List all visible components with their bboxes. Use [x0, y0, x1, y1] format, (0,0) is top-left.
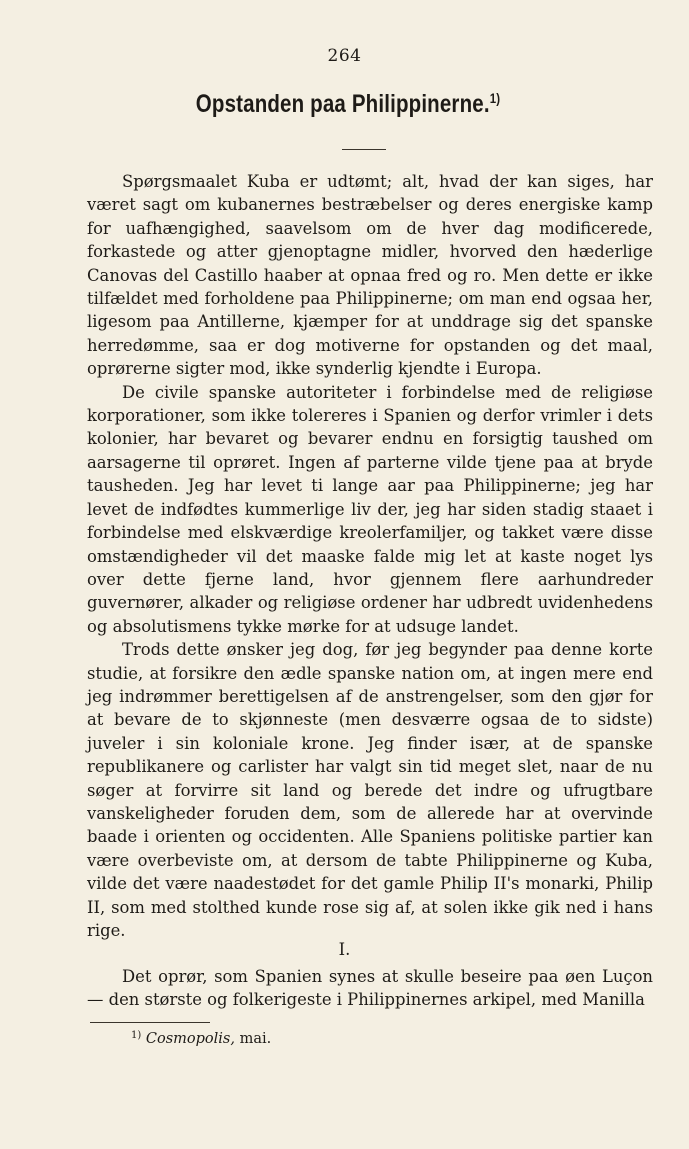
footnote-source: Cosmopolis,: [145, 1031, 235, 1047]
section-heading: I.: [338, 940, 351, 959]
section-body: [87, 965, 653, 1012]
body-paragraph-3: Trods dette ønsker jeg dog, før jeg begynder paa denne korte studie, at forsikre den ædle spanske nation om, at ingen mere end jeg indrømmer berettigelsen af de anstrengelser, som den gjør for at bevare de to skjønneste (men desværre ogsaa de to sidste) juveler i sin koloniale krone. Jeg finder især, at de spanske republikanere og carlister har valgt sin tid meget slet, naar de nu søger at forvirre sit land og berede det indre og ufrugtbare vanskeligheder foruden dem, som de allerede har at overvinde baade i orienten og occidenten. Alle Spaniens politiske partier kan være overbeviste om, at dersom de tabte Philippinerne og Kuba, vilde det være naadestødet for det gamle Philip II's monarki, Philip II, som med stolthed kunde rose sig af, at solen ikke gik ned i hans rige.: [87, 640, 653, 940]
body-paragraph-1: Spørgsmaalet Kuba er udtømt; alt, hvad der kan siges, har været sagt om kubanernes bestræbelser og deres energiske kamp for uafhængighed, saavelsom om de hver dag modificerede, forkastede og atter gjenoptagne midler, hvorved den hæderlige Canovas del Castillo haaber at opnaa fred og ro. Men dette er ikke tilfældet med forholdene paa Philippinerne; om man end ogsaa her, ligesom paa Antillerne, kjæmper for at unddrage sig det spanske herredømme, saa er dog motiverne for opstanden og det maal, oprørerne sigter mod, ikke synderlig kjendte i Europa.: [87, 172, 653, 379]
title-divider: [342, 149, 386, 150]
footnote-month: mai.: [239, 1031, 272, 1047]
body-paragraph-2: De civile spanske autoriteter i forbindelse med de religiøse korporationer, som ikke tolereres i Spanien og derfor vrimler i dets kolonier, har bevaret og bevarer endnu en forsigtig taushed om aarsagerne til oprøret. Ingen af parterne vilde tjene paa at bryde tausheden. Jeg har levet ti lange aar paa Philippinerne; jeg har levet de indfødtes kummerlige liv der, jeg har siden stadig staaet i forbindelse med elskværdige kreolerfamiljer, og takket være disse omstændigheder vil det maaske falde mig let at kaste noget lys over dette fjerne land, hvor gjennem flere aarhundreder guvernører, alkader og religiøse ordener har udbredt uvidenhedens og absolutismens tykke mørke for at udsuge landet.: [87, 382, 653, 636]
article-body: [87, 170, 653, 942]
article-title: [66, 90, 631, 119]
article-title-text: Opstanden paa Philippinerne.: [195, 90, 490, 118]
section-paragraph: Det oprør, som Spanien synes at skulle beseire paa øen Luçon — den største og folkerigeste i Philippinernes arkipel, med Manilla: [87, 967, 653, 1010]
page-number: 264: [327, 46, 362, 66]
footnote-divider: [90, 1022, 210, 1023]
footnote-marker: 1): [131, 1030, 142, 1041]
footnote: [131, 1030, 271, 1047]
title-footnote-marker: 1): [489, 90, 501, 106]
